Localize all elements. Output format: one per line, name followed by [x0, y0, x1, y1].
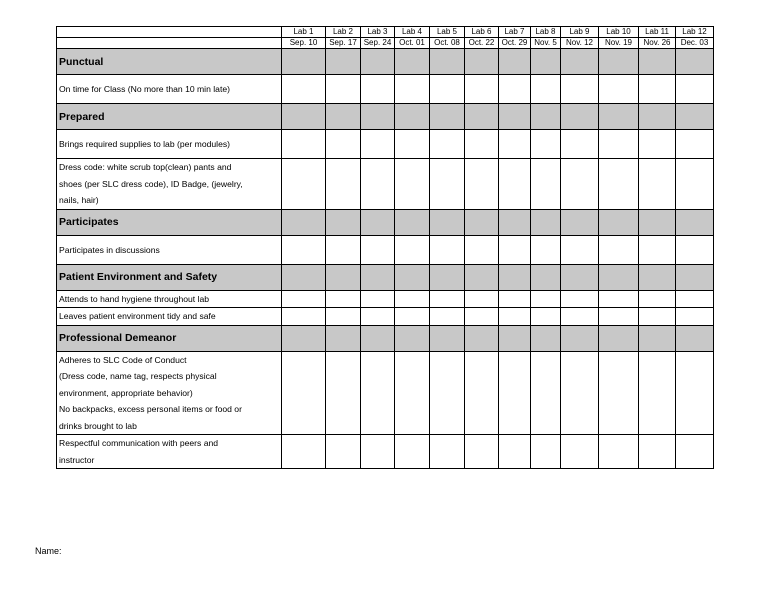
lab-date-header: Nov. 12 — [561, 38, 599, 49]
header-row-labs — [57, 27, 714, 38]
check-cell[interactable] — [326, 351, 361, 435]
lab-name-header: Lab 1 — [282, 27, 326, 38]
section-cell — [531, 325, 561, 351]
check-cell[interactable] — [465, 435, 499, 469]
check-cell[interactable] — [561, 130, 599, 159]
check-cell[interactable] — [361, 235, 395, 264]
section-cell — [326, 49, 361, 75]
criterion-label — [57, 351, 282, 435]
check-cell[interactable] — [395, 235, 430, 264]
criterion-label — [57, 290, 282, 308]
section-cell — [465, 104, 499, 130]
section-cell — [531, 49, 561, 75]
criterion-line: No backpacks, excess personal items or food or — [59, 404, 242, 414]
section-cell — [676, 325, 714, 351]
check-cell[interactable] — [676, 130, 714, 159]
section-cell — [599, 209, 639, 235]
section-cell — [531, 104, 561, 130]
check-cell[interactable] — [430, 351, 465, 435]
check-cell[interactable] — [676, 435, 714, 469]
lab-date-header: Sep. 17 — [326, 38, 361, 49]
check-cell[interactable] — [676, 308, 714, 326]
criterion-label — [57, 435, 282, 469]
check-cell[interactable] — [639, 435, 676, 469]
criterion-line: Participates in discussions — [59, 244, 160, 255]
check-cell[interactable] — [282, 159, 326, 210]
lab-name-header: Lab 12 — [676, 27, 714, 38]
check-cell[interactable] — [531, 290, 561, 308]
check-cell[interactable] — [499, 130, 531, 159]
check-cell[interactable] — [465, 235, 499, 264]
section-cell — [676, 49, 714, 75]
lab-date-header: Sep. 24 — [361, 38, 395, 49]
check-cell[interactable] — [361, 290, 395, 308]
lab-name-header: Lab 9 — [561, 27, 599, 38]
section-cell — [465, 264, 499, 290]
check-cell[interactable] — [326, 130, 361, 159]
lab-date-header: Oct. 08 — [430, 38, 465, 49]
check-cell[interactable] — [599, 159, 639, 210]
criterion-line: drinks brought to lab — [59, 420, 137, 431]
section-cell — [430, 49, 465, 75]
check-cell[interactable] — [561, 308, 599, 326]
check-cell[interactable] — [599, 351, 639, 435]
section-row — [57, 264, 714, 290]
check-cell[interactable] — [465, 159, 499, 210]
criterion-line: nails, hair) — [59, 195, 99, 205]
criterion-line: Brings required supplies to lab (per modules) — [59, 139, 231, 149]
section-cell — [499, 264, 531, 290]
section-row — [57, 209, 714, 235]
section-cell — [395, 49, 430, 75]
criterion-label — [57, 75, 282, 104]
check-cell[interactable] — [361, 435, 395, 469]
section-cell — [499, 209, 531, 235]
check-cell[interactable] — [639, 130, 676, 159]
lab-date-header: Nov. 5 — [531, 38, 561, 49]
check-cell[interactable] — [361, 351, 395, 435]
check-cell[interactable] — [326, 159, 361, 210]
criterion-row — [57, 351, 714, 435]
section-cell — [326, 264, 361, 290]
check-cell[interactable] — [430, 308, 465, 326]
lab-name-header: Lab 11 — [639, 27, 676, 38]
criterion-line: shoes (per SLC dress code), ID Badge, (jewelry, — [59, 178, 243, 189]
check-cell[interactable] — [531, 235, 561, 264]
section-cell — [282, 325, 326, 351]
section-cell — [676, 264, 714, 290]
check-cell[interactable] — [361, 75, 395, 104]
criterion-line: On time for Class (No more than 10 min late) — [59, 84, 230, 94]
section-row — [57, 49, 714, 75]
check-cell[interactable] — [561, 159, 599, 210]
criterion-row — [57, 435, 714, 469]
check-cell[interactable] — [531, 159, 561, 210]
section-cell — [361, 104, 395, 130]
check-cell[interactable] — [561, 290, 599, 308]
section-cell — [395, 209, 430, 235]
lab-name-header: Lab 2 — [326, 27, 361, 38]
check-cell[interactable] — [599, 235, 639, 264]
check-cell[interactable] — [430, 435, 465, 469]
section-cell — [561, 49, 599, 75]
check-cell[interactable] — [282, 435, 326, 469]
section-cell — [430, 209, 465, 235]
criterion-label — [57, 130, 282, 159]
criterion-line: (Dress code, name tag, respects physical — [59, 371, 217, 381]
check-cell[interactable] — [430, 159, 465, 210]
check-cell[interactable] — [531, 308, 561, 326]
section-cell — [282, 104, 326, 130]
section-cell — [639, 104, 676, 130]
check-cell[interactable] — [639, 308, 676, 326]
check-cell[interactable] — [282, 130, 326, 159]
section-row — [57, 104, 714, 130]
section-cell — [531, 264, 561, 290]
section-title: Punctual — [57, 49, 282, 75]
check-cell[interactable] — [599, 308, 639, 326]
check-cell[interactable] — [395, 75, 430, 104]
criterion-label — [57, 235, 282, 264]
check-cell[interactable] — [465, 130, 499, 159]
criterion-row — [57, 308, 714, 326]
section-cell — [599, 325, 639, 351]
lab-name-header: Lab 8 — [531, 27, 561, 38]
section-cell — [599, 49, 639, 75]
check-cell[interactable] — [531, 351, 561, 435]
check-cell[interactable] — [676, 75, 714, 104]
check-cell[interactable] — [395, 435, 430, 469]
check-cell[interactable] — [531, 435, 561, 469]
lab-date-header: Nov. 19 — [599, 38, 639, 49]
section-title: Professional Demeanor — [57, 325, 282, 351]
check-cell[interactable] — [676, 351, 714, 435]
check-cell[interactable] — [465, 308, 499, 326]
section-cell — [639, 209, 676, 235]
section-cell — [499, 49, 531, 75]
section-cell — [676, 104, 714, 130]
check-cell[interactable] — [465, 75, 499, 104]
check-cell[interactable] — [465, 351, 499, 435]
section-cell — [361, 209, 395, 235]
section-cell — [676, 209, 714, 235]
criterion-line: Attends to hand hygiene throughout lab — [59, 293, 210, 304]
section-cell — [465, 209, 499, 235]
criterion-row — [57, 235, 714, 264]
check-cell[interactable] — [282, 290, 326, 308]
check-cell[interactable] — [282, 75, 326, 104]
attendance-rubric-table — [56, 26, 714, 469]
check-cell[interactable] — [326, 308, 361, 326]
section-cell — [430, 104, 465, 130]
check-cell[interactable] — [326, 235, 361, 264]
name-label: Name: — [35, 546, 62, 556]
section-cell — [430, 325, 465, 351]
check-cell[interactable] — [639, 235, 676, 264]
lab-date-header: Sep. 10 — [282, 38, 326, 49]
section-cell — [561, 325, 599, 351]
section-title: Participates — [57, 209, 282, 235]
check-cell[interactable] — [499, 351, 531, 435]
section-cell — [561, 264, 599, 290]
check-cell[interactable] — [326, 290, 361, 308]
lab-date-header: Dec. 03 — [676, 38, 714, 49]
criterion-line: Respectful communication with peers and — [59, 438, 219, 448]
section-cell — [465, 49, 499, 75]
section-cell — [561, 104, 599, 130]
criterion-line: Dress code: white scrub top(clean) pants and — [59, 162, 232, 172]
section-cell — [430, 264, 465, 290]
criterion-line: instructor — [59, 454, 95, 465]
check-cell[interactable] — [395, 130, 430, 159]
check-cell[interactable] — [676, 159, 714, 210]
check-cell[interactable] — [361, 130, 395, 159]
section-cell — [282, 264, 326, 290]
section-row — [57, 325, 714, 351]
check-cell[interactable] — [561, 235, 599, 264]
check-cell[interactable] — [639, 75, 676, 104]
section-cell — [326, 209, 361, 235]
section-cell — [531, 209, 561, 235]
check-cell[interactable] — [395, 308, 430, 326]
check-cell[interactable] — [499, 308, 531, 326]
section-title: Prepared — [57, 104, 282, 130]
lab-name-header: Lab 6 — [465, 27, 499, 38]
check-cell[interactable] — [676, 235, 714, 264]
check-cell[interactable] — [361, 159, 395, 210]
check-cell[interactable] — [676, 290, 714, 308]
section-title: Patient Environment and Safety — [57, 264, 282, 290]
check-cell[interactable] — [430, 235, 465, 264]
section-cell — [639, 264, 676, 290]
section-cell — [361, 264, 395, 290]
section-cell — [326, 104, 361, 130]
section-cell — [561, 209, 599, 235]
check-cell[interactable] — [465, 290, 499, 308]
criterion-line: environment, appropriate behavior) — [59, 387, 193, 398]
check-cell[interactable] — [361, 308, 395, 326]
check-cell[interactable] — [499, 75, 531, 104]
check-cell[interactable] — [561, 435, 599, 469]
section-cell — [361, 49, 395, 75]
section-cell — [395, 104, 430, 130]
criterion-label — [57, 308, 282, 326]
check-cell[interactable] — [395, 159, 430, 210]
section-cell — [282, 209, 326, 235]
lab-name-header: Lab 10 — [599, 27, 639, 38]
check-cell[interactable] — [639, 159, 676, 210]
section-cell — [465, 325, 499, 351]
criterion-line: Leaves patient environment tidy and safe — [59, 311, 216, 321]
check-cell[interactable] — [599, 290, 639, 308]
section-cell — [639, 49, 676, 75]
check-cell[interactable] — [395, 290, 430, 308]
check-cell[interactable] — [282, 235, 326, 264]
check-cell[interactable] — [561, 75, 599, 104]
check-cell[interactable] — [531, 75, 561, 104]
check-cell[interactable] — [639, 290, 676, 308]
criterion-line: Adheres to SLC Code of Conduct — [59, 354, 187, 365]
criterion-row — [57, 159, 714, 210]
check-cell[interactable] — [599, 75, 639, 104]
check-cell[interactable] — [499, 435, 531, 469]
section-cell — [499, 104, 531, 130]
check-cell[interactable] — [599, 130, 639, 159]
section-cell — [639, 325, 676, 351]
lab-date-header: Oct. 22 — [465, 38, 499, 49]
section-cell — [282, 49, 326, 75]
check-cell[interactable] — [326, 75, 361, 104]
check-cell[interactable] — [499, 290, 531, 308]
check-cell[interactable] — [430, 290, 465, 308]
section-cell — [361, 325, 395, 351]
check-cell[interactable] — [531, 130, 561, 159]
check-cell[interactable] — [639, 351, 676, 435]
section-cell — [599, 264, 639, 290]
lab-name-header: Lab 7 — [499, 27, 531, 38]
criterion-label — [57, 159, 282, 210]
lab-date-header: Oct. 01 — [395, 38, 430, 49]
check-cell[interactable] — [499, 159, 531, 210]
check-cell[interactable] — [561, 351, 599, 435]
check-cell[interactable] — [599, 435, 639, 469]
check-cell[interactable] — [499, 235, 531, 264]
header-blank-cell — [57, 27, 282, 38]
check-cell[interactable] — [395, 351, 430, 435]
header-row-dates — [57, 38, 714, 49]
check-cell[interactable] — [430, 130, 465, 159]
section-cell — [395, 325, 430, 351]
check-cell[interactable] — [326, 435, 361, 469]
lab-name-header: Lab 4 — [395, 27, 430, 38]
check-cell[interactable] — [282, 308, 326, 326]
criterion-row — [57, 75, 714, 104]
lab-date-header: Oct. 29 — [499, 38, 531, 49]
section-cell — [599, 104, 639, 130]
section-cell — [499, 325, 531, 351]
lab-date-header: Nov. 26 — [639, 38, 676, 49]
check-cell[interactable] — [430, 75, 465, 104]
lab-name-header: Lab 5 — [430, 27, 465, 38]
lab-name-header: Lab 3 — [361, 27, 395, 38]
criterion-row — [57, 290, 714, 308]
criterion-row — [57, 130, 714, 159]
section-cell — [395, 264, 430, 290]
check-cell[interactable] — [282, 351, 326, 435]
section-cell — [326, 325, 361, 351]
header-blank-cell — [57, 38, 282, 49]
